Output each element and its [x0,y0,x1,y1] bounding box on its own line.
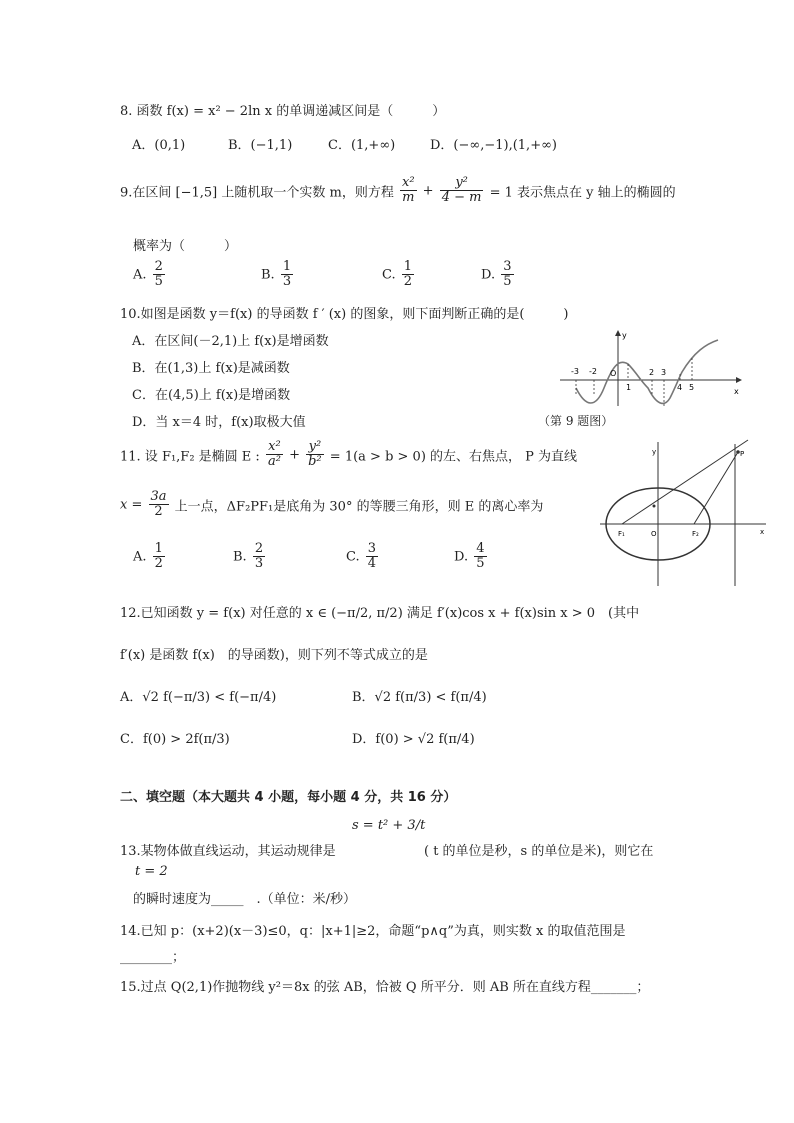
q9-plus: + [422,183,434,199]
q11-option-d-num: 4 [476,541,485,556]
q11-option-b-num: 2 [254,541,264,556]
q9-option-c-num: 1 [403,259,413,274]
q11-fraction-2 [306,440,324,470]
q11-option-b-den: 3 [254,556,264,572]
q9-option-c-label: C. [382,267,396,283]
q9-option-a-frac [153,260,165,290]
q11-option-d-label: D. [454,549,469,565]
q8-option-c: C．(1,+∞) [328,138,396,153]
label-p: P [740,450,745,458]
q11-option-a-den: 2 [154,556,163,572]
q9-option-d [481,260,516,290]
q11-fraction-3 [149,490,169,520]
q11-fraction-1 [266,440,283,470]
ellipse-x-label: x [760,528,765,536]
q12-option-a: A．√2 f(−π/3) < f(−π/4) [120,690,277,705]
q12-option-c: C．f(0) > 2f(π/3) [120,732,230,747]
q11-plus: + [289,447,300,463]
q13-formula: s = t² + 3/t [352,818,426,833]
q9-option-b [261,260,295,290]
tick-label-2: 2 [649,368,655,377]
q11-frac1-den: a² [267,454,281,470]
q8-option-b: B．(−1,1) [228,138,293,153]
q9-option-d-frac [501,260,513,290]
q12-stem-line2: f′(x) 是函数 f(x) 的导函数)，则下列不等式成立的是 [120,648,428,663]
tick-label-5: 5 [689,383,695,392]
q10-option-d: D．当 x＝4 时，f(x)取极大值 [132,415,306,430]
q15-stem: 15.过点 Q(2,1)作抛物线 y²＝8x 的弦 AB，恰被 Q 所平分．则 AB 所在直线方程_______； [120,980,650,995]
q10-stem: 10.如图是函数 y＝f(x) 的导函数 f ′ (x) 的图象，则下面判断正确的是( ) [120,307,569,322]
section-2-title: 二、填空题（本大题共 4 小题，每小题 4 分，共 16 分） [120,790,457,805]
derivative-graph-figure [556,328,746,410]
q8-option-d: D．(−∞,−1),(1,+∞) [430,138,557,153]
q11-option-d [454,542,489,572]
q9-fraction-1 [400,176,417,206]
label-f2: F₂ [692,530,699,538]
q11-option-c [346,542,380,572]
q9-option-a-den: 5 [154,274,163,290]
q11-frac2-num: y² [306,440,324,455]
q9-option-c-den: 2 [403,274,413,290]
q11-option-d-den: 5 [476,556,485,572]
q10-option-c: C．在(4,5)上 f(x)是增函数 [132,388,291,403]
q13-stem-units: ( t 的单位是秒，s 的单位是米)，则它在 [424,844,654,859]
q13-t-value: t = 2 [135,864,168,879]
q14-stem: 14.已知 p：(x+2)(x－3)≤0，q：|x+1|≥2，命题“p∧q”为真，则实数 x 的取值范围是 [120,924,626,939]
q11-line2 [120,490,543,520]
q11-stem-part-a: 11. 设 F₁,F₂ 是椭圆 E : [120,449,260,465]
q9-stem [120,176,676,206]
point-mid [653,505,656,508]
ellipse-figure [596,436,772,588]
q11-frac3-den: 2 [154,504,163,520]
q12-option-b: B．√2 f(π/3) < f(π/4) [352,690,487,705]
tick-label-1: 1 [626,383,632,392]
q9-frac1-den: m [402,190,415,206]
q11-option-c-den: 4 [367,556,377,572]
ellipse-y-label: y [652,448,657,456]
line-f2-p [694,452,738,524]
q9-option-b-frac [281,260,293,290]
q9-option-d-num: 3 [503,259,512,274]
label-f1: F₁ [618,530,625,538]
q9-option-a-label: A. [133,267,147,283]
q12-option-d: D．f(0) > √2 f(π/4) [352,732,475,747]
derivative-origin-label: O [610,369,617,378]
q12-stem: 12.已知函数 y = f(x) 对任意的 x ∈ (−π/2, π/2) 满足 f′(x)cos x + f(x)sin x > 0 (其中 [120,606,640,621]
q9-stem-part-b: = 1 表示焦点在 y 轴上的椭圆的 [489,185,676,201]
tick-label-4: 4 [677,383,683,392]
q9-fraction-2 [440,176,484,206]
q11-option-a-num: 1 [154,541,163,556]
q11-option-a-frac [153,542,165,572]
q9-option-b-den: 3 [282,274,292,290]
q9-option-d-label: D. [481,267,496,283]
q9-stem-part-a: 9.在区间 [−1,5] 上随机取一个实数 m，则方程 [120,185,394,201]
q11-option-c-label: C. [346,549,360,565]
q9-option-b-label: B. [261,267,275,283]
q11-stem [120,440,577,470]
q11-option-a-label: A. [133,549,147,565]
q9-frac2-num: y² [440,176,484,191]
q11-option-b-frac [253,542,265,572]
q9-frac2-den: 4 − m [441,190,482,206]
q11-option-d-frac [474,542,486,572]
tick-label-neg2: -2 [589,367,597,376]
q11-stem-part-b: = 1(a > b > 0) 的左、右焦点， [329,449,522,465]
q9-option-a-num: 2 [154,259,163,274]
line-f1-p [622,440,748,524]
q11-option-c-frac [366,542,378,572]
derivative-y-label: y [622,331,627,340]
derivative-x-axis-arrow [736,377,742,383]
q11-line2-part-a: x = [120,497,143,513]
q9-option-c-frac [402,260,414,290]
tick-label-neg3: -3 [571,367,579,376]
q9-frac1-num: x² [401,175,415,190]
q8-stem: 8. 函数 f(x) = x² − 2ln x 的单调递减区间是（ ） [120,104,446,119]
derivative-y-axis-arrow [615,330,621,336]
q9-option-a [133,260,167,290]
q11-frac1-num: x² [266,440,283,455]
q11-option-a [133,542,167,572]
q8-option-a: A．(0,1) [132,138,186,153]
q11-line2-part-b: 上一点，ΔF₂PF₁是底角为 30° 的等腰三角形，则 E 的离心率为 [174,499,544,515]
q9-option-b-num: 1 [282,259,292,274]
q13-stem-line2: 的瞬时速度为_____ .（单位：米/秒） [133,892,357,907]
q13-stem: 13.某物体做直线运动，其运动规律是 [120,844,336,859]
q11-option-b-label: B. [233,549,247,565]
q9-option-c [382,260,416,290]
q9-stem-line2: 概率为（ ） [133,239,238,254]
derivative-curve [576,340,718,403]
derivative-x-label: x [734,387,739,396]
q9-option-d-den: 5 [503,274,512,290]
figure-caption: （第 9 题图） [538,414,614,428]
q11-option-b [233,542,267,572]
tick-label-3: 3 [661,368,667,377]
q14-blank: ________； [120,950,186,965]
q11-stem-part-c: P 为直线 [525,449,578,465]
q10-option-a: A．在区间(－2,1)上 f(x)是增函数 [132,334,329,349]
q11-frac3-num: 3a [150,489,167,504]
ellipse-origin-label: O [651,530,657,538]
q11-option-c-num: 3 [367,541,377,556]
q10-option-b: B．在(1,3)上 f(x)是减函数 [132,361,290,376]
q11-frac2-den: b² [308,454,322,470]
